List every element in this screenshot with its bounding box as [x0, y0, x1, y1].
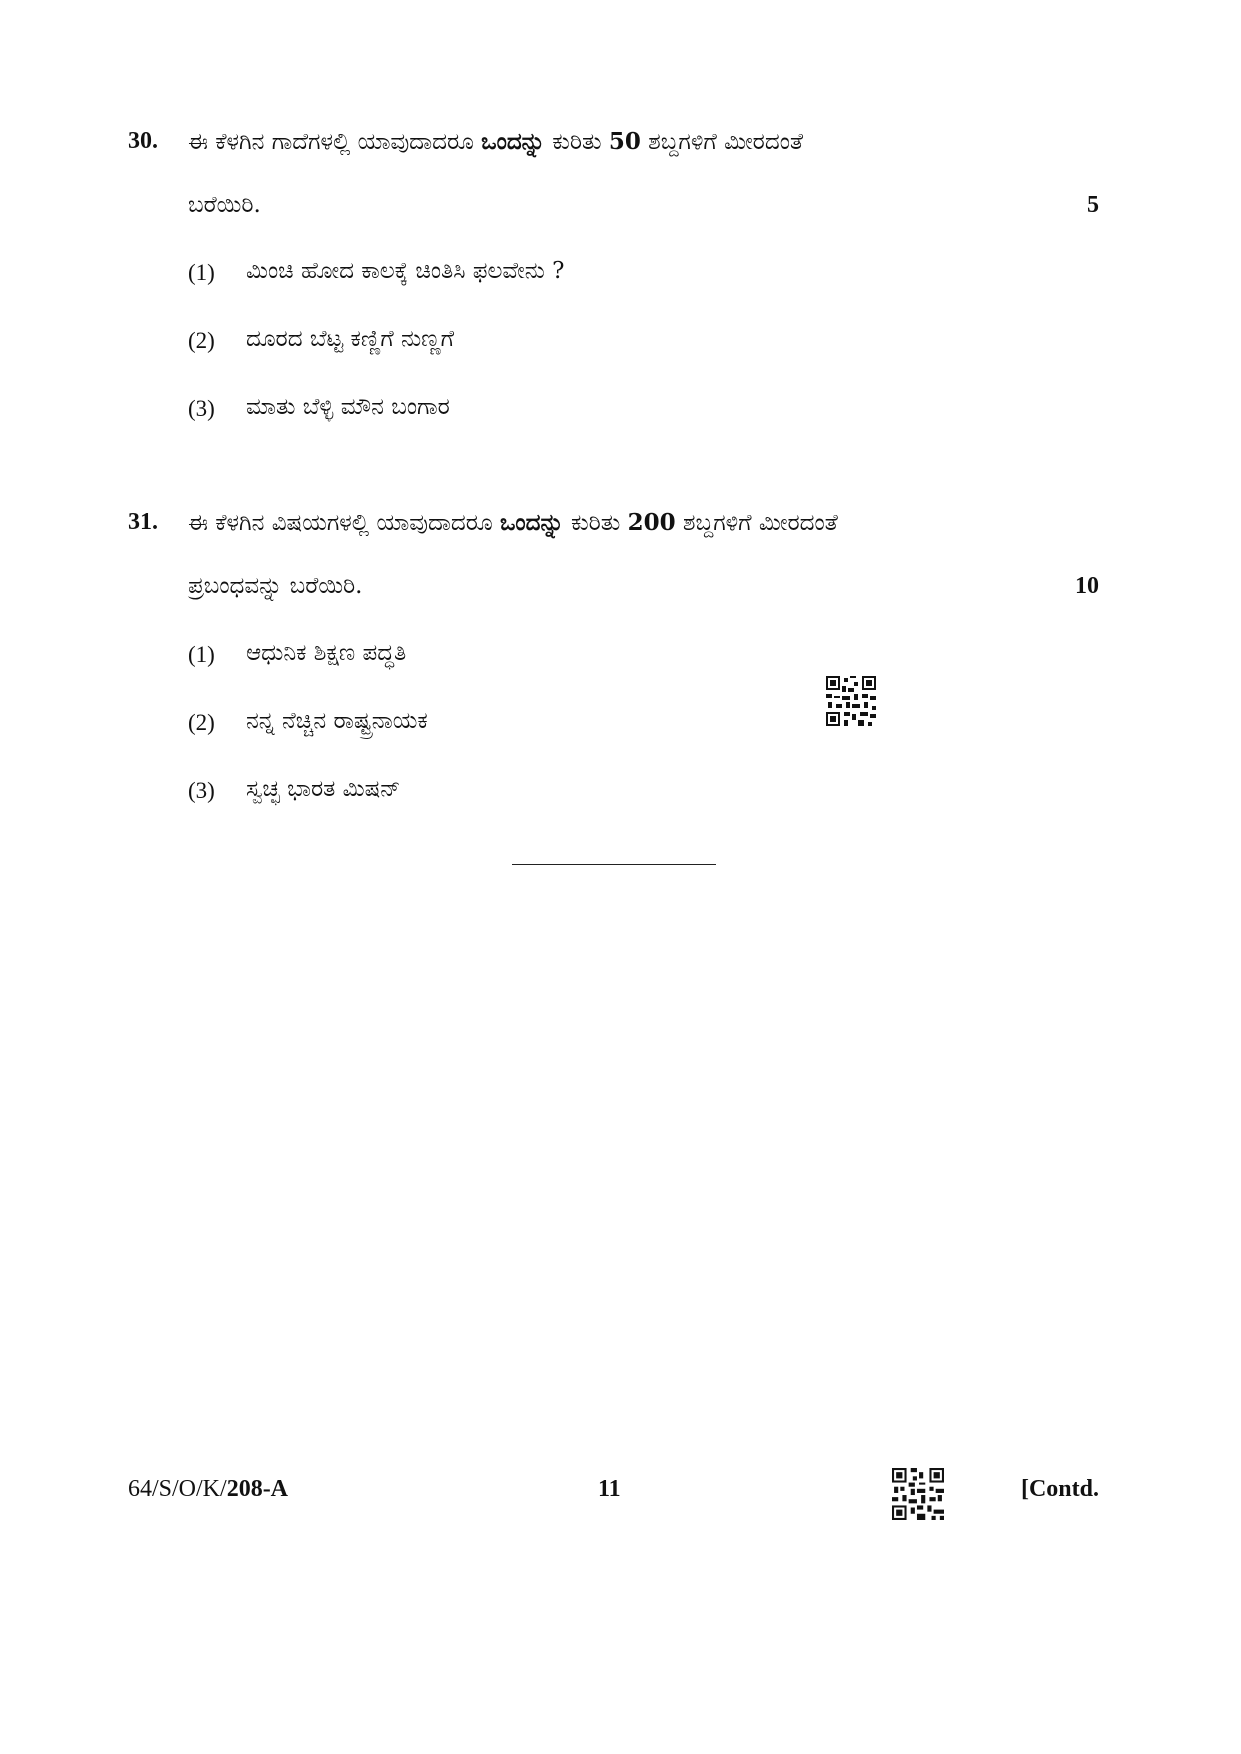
- option-number: (1): [188, 260, 215, 285]
- option-number: (3): [188, 396, 215, 421]
- question-text-line2: ಬರೆಯಿರಿ.: [188, 192, 261, 218]
- paper-code: [128, 1476, 288, 1503]
- option-text: ಮಿಂಚಿ ಹೋದ ಕಾಲಕ್ಕೆ ಚಿಂತಿಸಿ ಫಲವೇನು ?: [246, 258, 565, 284]
- option-text: ದೂರದ ಬೆಟ್ಟ ಕಣ್ಣಿಗೆ ನುಣ್ಣಗೆ: [246, 326, 455, 352]
- continued-label: [Contd.: [1020, 1476, 1099, 1502]
- question-text: ಈ ಕೆಳಗಿನ ವಿಷಯಗಳಲ್ಲಿ ಯಾವುದಾದರೂ: [188, 510, 500, 536]
- page-number: 11: [598, 1476, 621, 1502]
- section-divider: [512, 864, 716, 865]
- word-limit: 50: [608, 128, 641, 155]
- question-number: 30.: [128, 128, 158, 154]
- footer-qr-code-icon: [892, 1468, 944, 1520]
- question-marks: 10: [1075, 573, 1099, 599]
- question-emphasis: ಒಂದನ್ನು: [499, 509, 564, 536]
- option-number: (1): [188, 642, 215, 667]
- question-text: ಈ ಕೆಳಗಿನ ಗಾದೆಗಳಲ್ಲಿ ಯಾವುದಾದರೂ: [188, 129, 482, 155]
- question-text: ಕುರಿತು: [563, 510, 628, 536]
- qr-code-icon: [826, 676, 876, 726]
- option-text: ಮಾತು ಬೆಳ್ಳಿ ಮೌನ ಬಂಗಾರ: [246, 394, 450, 420]
- question-text-line2: ಪ್ರಬಂಧವನ್ನು ಬರೆಯಿರಿ.: [188, 573, 363, 599]
- question-text: ಶಬ್ದಗಳಿಗೆ ಮೀರದಂತೆ: [640, 129, 804, 155]
- question-number: 31.: [128, 509, 158, 535]
- question-text-line1: [188, 509, 838, 536]
- paper-code-suffix: 208-A: [226, 1476, 289, 1502]
- paper-code-prefix: 64/S/O/K/: [128, 1476, 227, 1502]
- question-text: ಕುರಿತು: [544, 129, 609, 155]
- option-text: ಆಧುನಿಕ ಶಿಕ್ಷಣ ಪದ್ಧತಿ: [246, 640, 407, 666]
- question-marks: 5: [1087, 192, 1099, 218]
- question-text: ಶಬ್ದಗಳಿಗೆ ಮೀರದಂತೆ: [675, 510, 838, 536]
- question-text-line1: [188, 128, 803, 155]
- option-number: (2): [188, 710, 215, 735]
- option-number: (2): [188, 328, 215, 353]
- option-text: ನನ್ನ ನೆಚ್ಚಿನ ರಾಷ್ಟ್ರನಾಯಕ: [246, 708, 428, 734]
- question-emphasis: ಒಂದನ್ನು: [481, 128, 545, 155]
- option-number: (3): [188, 778, 215, 803]
- option-text: ಸ್ವಚ್ಛ ಭಾರತ ಮಿಷನ್: [246, 776, 401, 802]
- word-limit: 200: [627, 509, 676, 536]
